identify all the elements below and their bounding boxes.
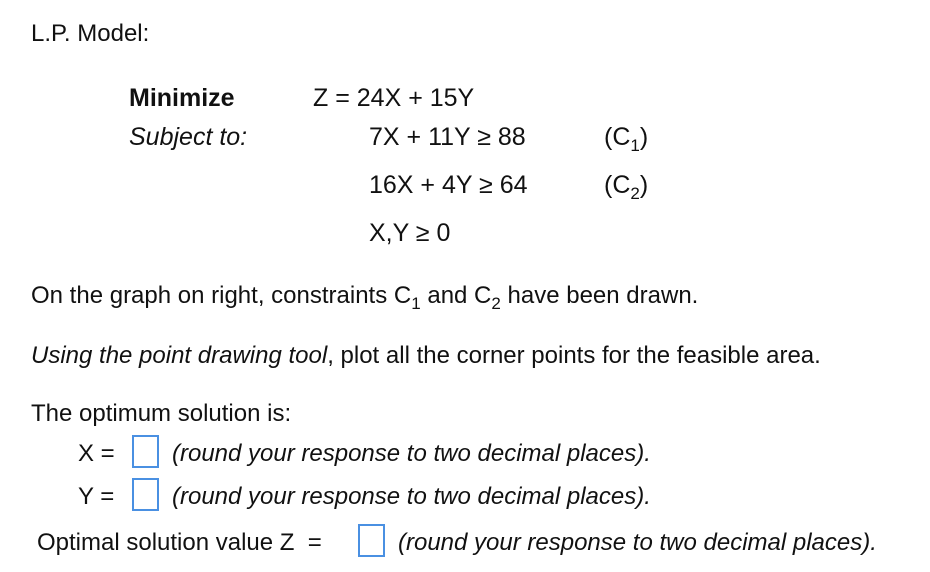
x-label: X = [78,440,115,467]
optimum-heading: The optimum solution is: [31,400,292,427]
y-answer-input[interactable] [132,478,159,511]
objective-function: Z = 24X + 15Y [313,84,475,112]
instruction-text: Using the point drawing tool, plot all the corner points for the feasible area. [31,342,821,369]
page-title: L.P. Model: [31,20,150,47]
subject-to-label: Subject to: [129,123,248,151]
x-rounding-hint: (round your response to two decimal places). [172,440,651,467]
constraint-c2: 16X + 4Y ≥ 64 [369,171,528,199]
constraint-c2-tag: $(C_2)$ [604,171,649,203]
nonnegativity-constraint: X,Y ≥ 0 [369,219,451,247]
z-answer-input[interactable] [358,524,385,557]
constraint-c1: 7X + 11Y ≥ 88 [369,123,526,151]
point-tool-reference: Using the point drawing tool [31,342,328,369]
z-rounding-hint: (round your response to two decimal places). [398,529,877,556]
z-label: Optimal solution value Z = [37,529,322,556]
constraint-c1-tag: $(C_1)$ [604,123,649,155]
y-label: Y = [78,483,115,510]
x-answer-input[interactable] [132,435,159,468]
graph-note: On the graph on right, constraints $C_1$ and $C_2$ have been drawn. [31,282,699,313]
objective-label: Minimize [129,84,235,112]
y-rounding-hint: (round your response to two decimal places). [172,483,651,510]
